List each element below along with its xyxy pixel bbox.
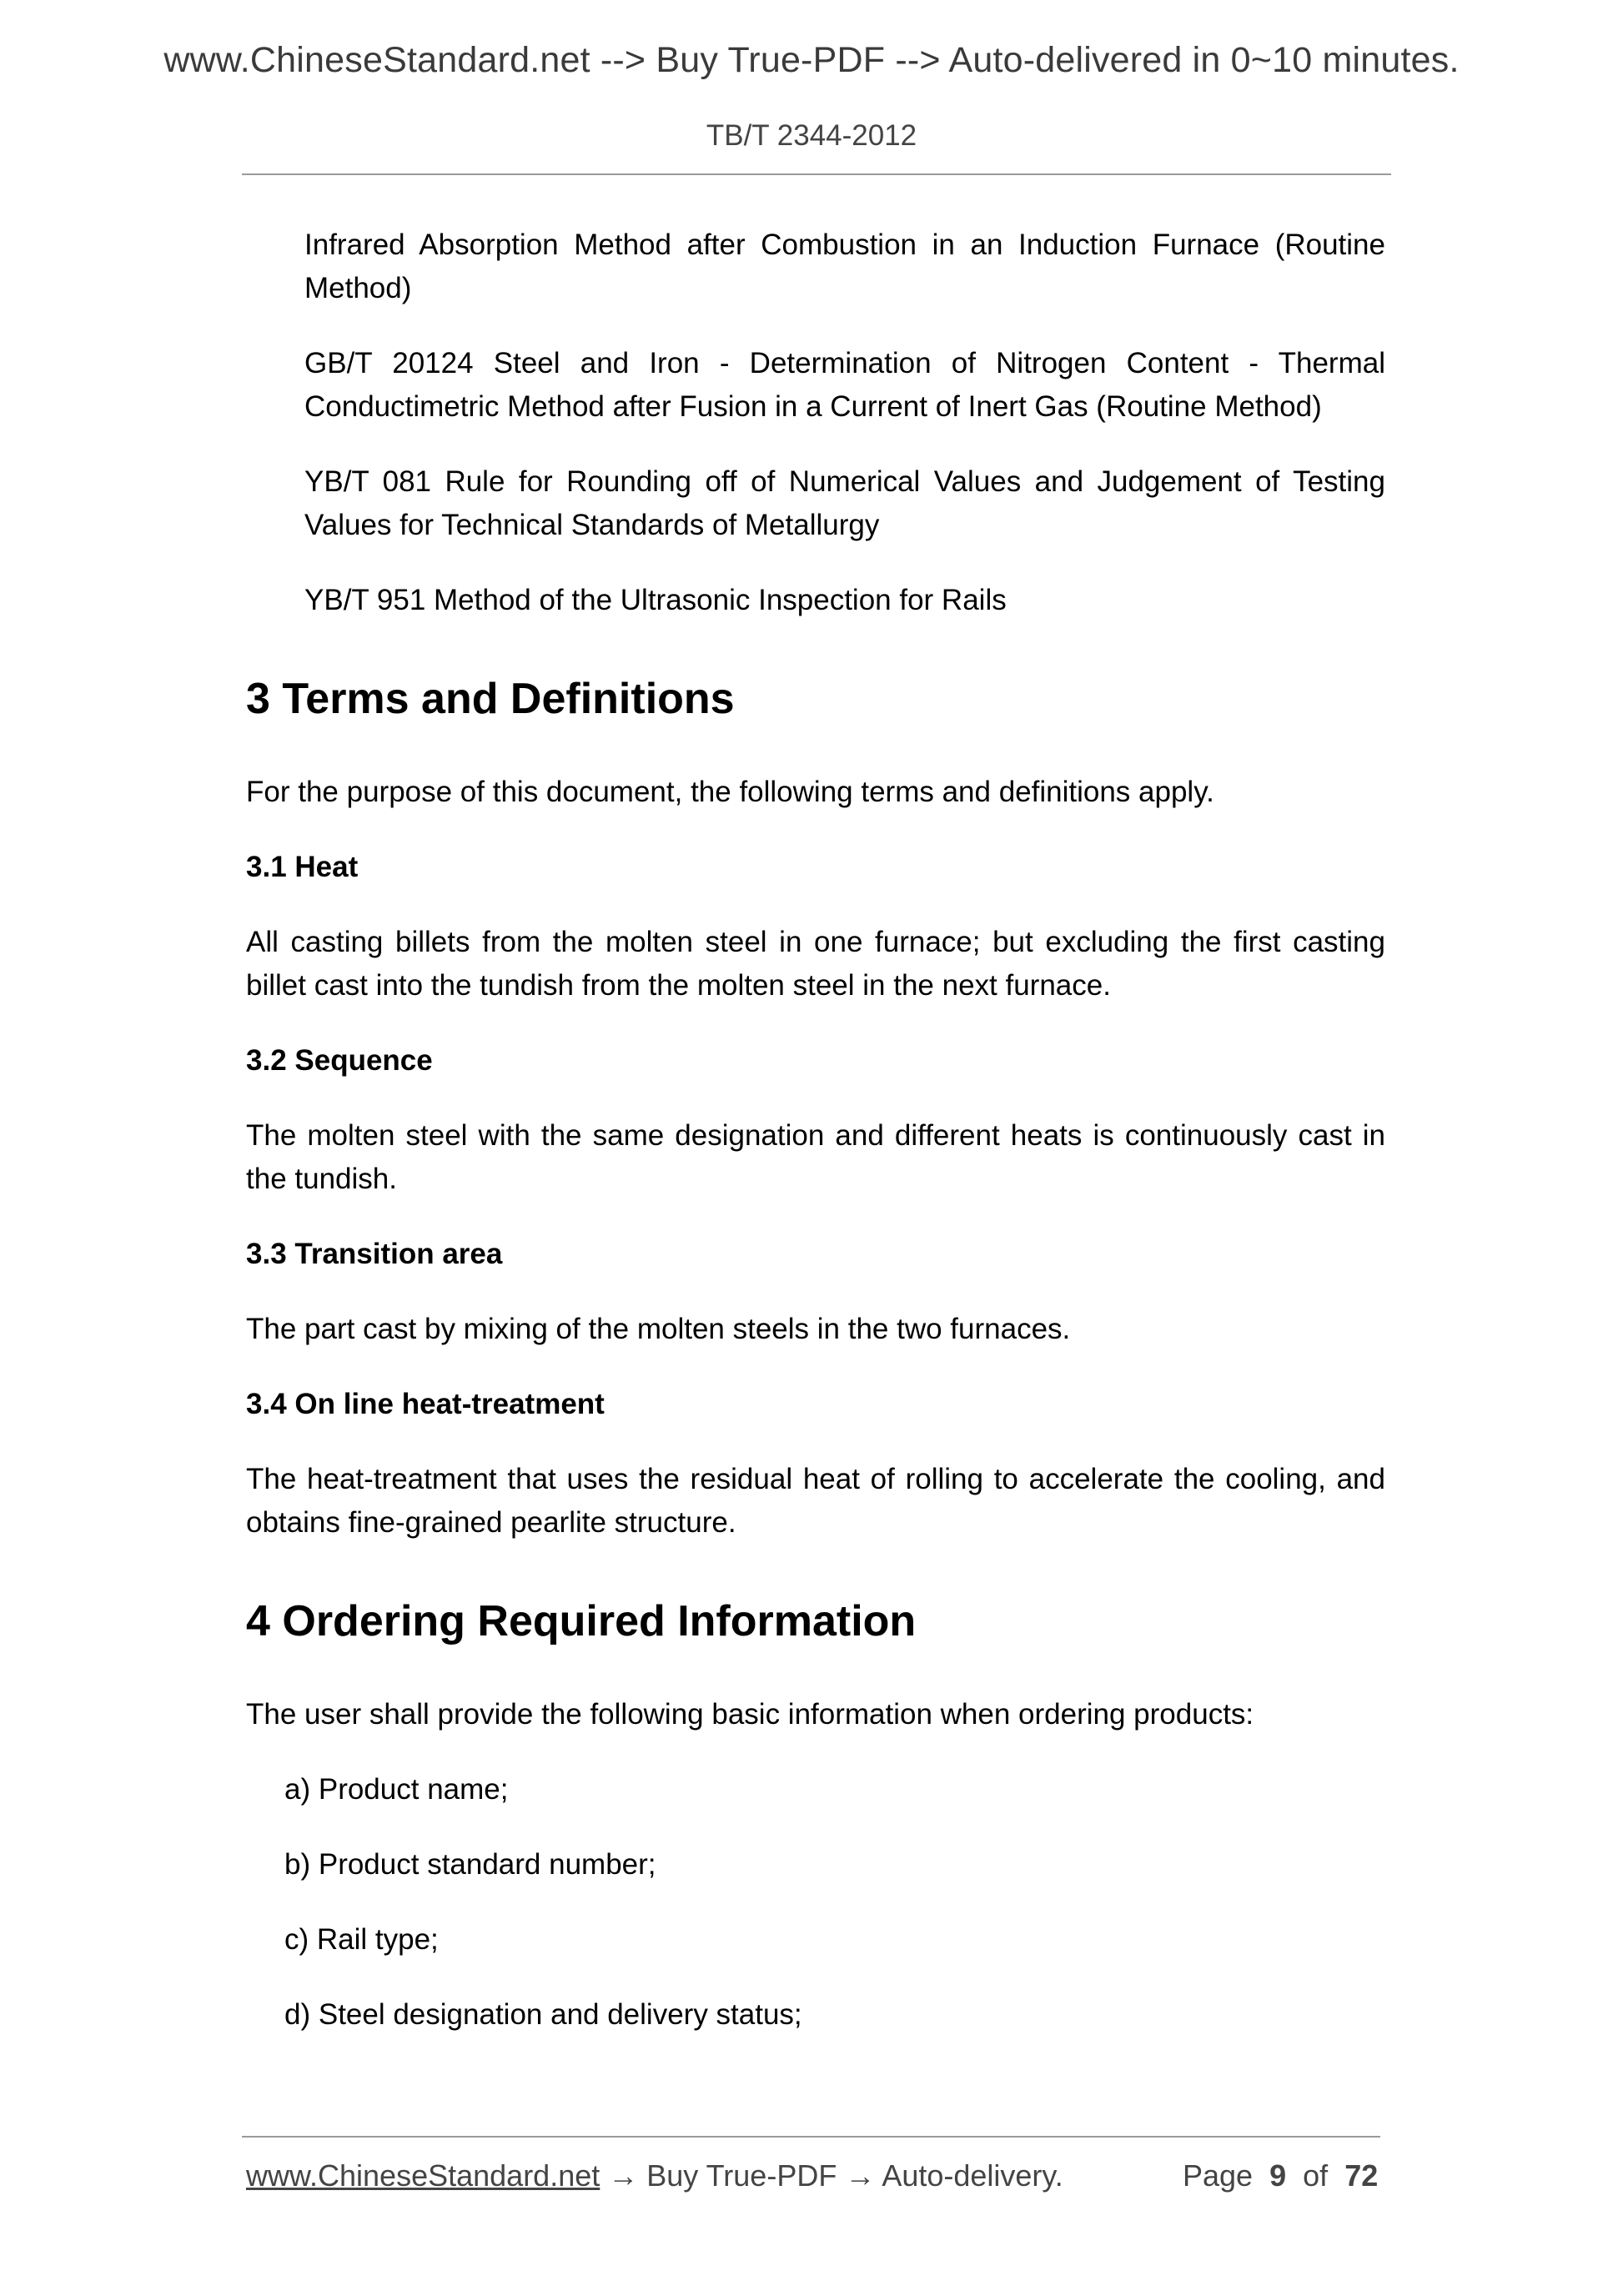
total-pages: 72 [1344, 2158, 1379, 2193]
footer-promo-text: → Buy True-PDF → Auto-delivery. [600, 2158, 1063, 2193]
document-code: TB/T 2344-2012 [706, 119, 917, 152]
order-info-item: c) Rail type; [284, 1923, 439, 1956]
page-label: Page [1183, 2158, 1254, 2193]
term-heading-heat: 3.1 Heat [246, 851, 359, 883]
reference-item: GB/T 20124 Steel and Iron - Determination of Nitrogen Content - Thermal Conductimetric Method after Fusion in a Current of Inert Gas (Routine Method) [304, 347, 1385, 423]
term-definition-transition-area: The part cast by mixing of the molten steels in the two furnaces. [246, 1313, 1071, 1345]
footer-promo [246, 2158, 1063, 2193]
term-heading-sequence: 3.2 Sequence [246, 1044, 433, 1077]
page-content [246, 224, 1385, 2068]
term-definition-sequence: The molten steel with the same designation and different heats is continuously cast in the tundish. [246, 1119, 1385, 1195]
section-4-intro: The user shall provide the following basic information when ordering products: [246, 1698, 1254, 1731]
reference-item: Infrared Absorption Method after Combustion in an Induction Furnace (Routine Method) [304, 229, 1385, 304]
section-4-heading: 4 Ordering Required Information [246, 1597, 917, 1645]
order-info-item: a) Product name; [284, 1773, 509, 1806]
term-definition-on-line-heat-treatment: The heat-treatment that uses the residual heat of rolling to accelerate the cooling, and obtains fine-grained pearlite structure. [246, 1463, 1385, 1539]
term-heading-on-line-heat-treatment: 3.4 On line heat-treatment [246, 1388, 605, 1420]
of-label: of [1303, 2158, 1329, 2193]
order-info-item: d) Steel designation and delivery status; [284, 1998, 802, 2031]
top-banner: www.ChineseStandard.net --> Buy True-PDF --> Auto-delivered in 0~10 minutes. [163, 40, 1460, 80]
header-divider [242, 173, 1391, 175]
footer-divider [242, 2136, 1380, 2138]
term-definition-heat: All casting billets from the molten steel in one furnace; but excluding the first casting billet cast into the tundish from the molten steel in the next furnace. [246, 926, 1385, 1002]
section-3-intro: For the purpose of this document, the following terms and definitions apply. [246, 776, 1214, 808]
reference-item: YB/T 081 Rule for Rounding off of Numerical Values and Judgement of Testing Values for Technical Standards of Metallurgy [304, 465, 1385, 541]
reference-item: YB/T 951 Method of the Ultrasonic Inspection for Rails [304, 584, 1007, 616]
section-3-heading: 3 Terms and Definitions [246, 675, 735, 723]
normative-reference-list [246, 224, 1385, 622]
order-info-item: b) Product standard number; [284, 1848, 656, 1881]
page-number: 9 [1269, 2158, 1287, 2193]
term-heading-transition-area: 3.3 Transition area [246, 1238, 503, 1270]
footer-site-link[interactable]: www.ChineseStandard.net [246, 2158, 600, 2193]
page-indicator [1183, 2158, 1378, 2193]
